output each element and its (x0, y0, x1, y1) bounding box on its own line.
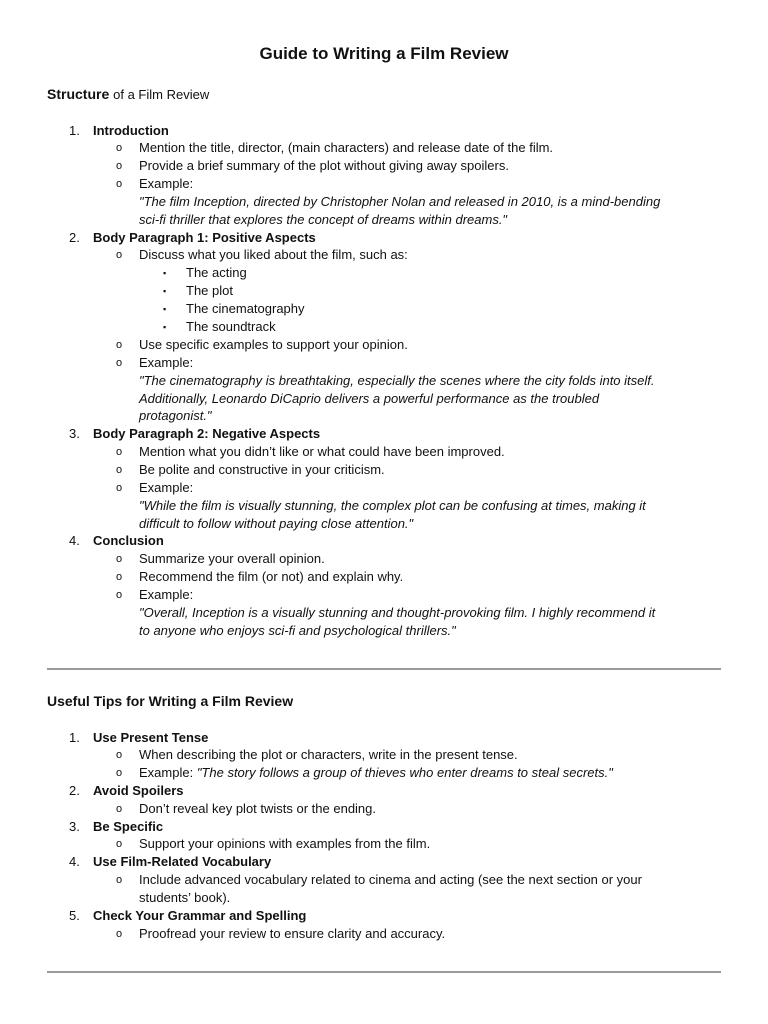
list-item: Recommend the film (or not) and explain why. (139, 569, 404, 584)
list-item: Be polite and constructive in your criticism. (139, 462, 385, 477)
example-text: "The film Inception, directed by Christopher Nolan and released in 2010, is a mind-bending (139, 194, 661, 209)
list-item: Example: (139, 176, 194, 191)
list-item: Don’t reveal key plot twists or the ending. (139, 801, 377, 816)
circle-bullet-icon: o (116, 357, 123, 369)
list-item: Example: (139, 480, 194, 495)
circle-bullet-icon: o (116, 446, 123, 458)
square-bullet-icon: ▪ (163, 322, 167, 332)
tip-label: Be Specific (93, 819, 164, 834)
list-number: 3. (69, 426, 80, 441)
intro-label: Introduction (93, 123, 169, 138)
example-text: "The story follows a group of thieves who enter dreams to steal secrets." (196, 765, 613, 780)
list-item-continued: students’ book). (139, 890, 231, 905)
list-item: Example: (139, 587, 194, 602)
list-number: 1. (69, 123, 80, 138)
list-number: 4. (69, 533, 80, 548)
example-text: "Overall, Inception is a visually stunning and thought-provoking film. I highly recommend it (139, 605, 656, 620)
tip-label: Avoid Spoilers (93, 783, 184, 798)
circle-bullet-icon: o (116, 249, 123, 261)
body2-label: Body Paragraph 2: Negative Aspects (93, 426, 321, 441)
tips-heading: Useful Tips for Writing a Film Review (47, 693, 294, 709)
list-item: Support your opinions with examples from the film. (139, 836, 431, 851)
circle-bullet-icon: o (116, 464, 123, 476)
example-text: Additionally, Leonardo DiCaprio delivers a powerful performance as the troubled (139, 391, 600, 406)
tip-label: Check Your Grammar and Spelling (93, 908, 307, 923)
circle-bullet-icon: o (116, 178, 123, 190)
list-item: Summarize your overall opinion. (139, 551, 325, 566)
list-item: Use specific examples to support your opinion. (139, 337, 408, 352)
example-text: "While the film is visually stunning, the complex plot can be confusing at times, making it (139, 498, 646, 513)
example-text: protagonist." (139, 408, 212, 423)
list-item: Mention the title, director, (main characters) and release date of the film. (139, 140, 554, 155)
list-number: 2. (69, 230, 80, 245)
circle-bullet-icon: o (116, 749, 123, 761)
sub-list-item: The soundtrack (186, 319, 276, 334)
circle-bullet-icon: o (116, 874, 123, 886)
page-title: Guide to Writing a Film Review (259, 44, 509, 63)
example-text: "The cinematography is breathtaking, especially the scenes where the city folds into itself. (139, 373, 655, 388)
example-text: to anyone who enjoys sci-fi and psychological thrillers." (139, 623, 456, 638)
list-item: Mention what you didn’t like or what could have been improved. (139, 444, 505, 459)
section-divider (47, 668, 721, 670)
square-bullet-icon: ▪ (163, 304, 167, 314)
circle-bullet-icon: o (116, 838, 123, 850)
sub-list-item: The plot (186, 283, 233, 298)
circle-bullet-icon: o (116, 553, 123, 565)
list-number: 3. (69, 819, 80, 834)
list-number: 1. (69, 730, 80, 745)
circle-bullet-icon: o (116, 142, 123, 154)
list-item: Include advanced vocabulary related to cinema and acting (see the next section or your (139, 872, 642, 887)
conclusion-label: Conclusion (93, 533, 164, 548)
circle-bullet-icon: o (116, 803, 123, 815)
structure-heading-bold: Structure (47, 86, 110, 102)
circle-bullet-icon: o (116, 928, 123, 940)
list-number: 4. (69, 854, 80, 869)
list-item: Example: (139, 355, 194, 370)
circle-bullet-icon: o (116, 589, 123, 601)
structure-heading-rest: of a Film Review (113, 87, 210, 102)
circle-bullet-icon: o (116, 482, 123, 494)
sub-list-item: The cinematography (186, 301, 305, 316)
square-bullet-icon: ▪ (163, 286, 167, 296)
tip-label: Use Film-Related Vocabulary (93, 854, 272, 869)
list-item: Provide a brief summary of the plot without giving away spoilers. (139, 158, 509, 173)
structure-heading (47, 86, 209, 102)
example-text: sci-fi thriller that explores the concept of dreams within dreams." (139, 212, 508, 227)
example-prefix: Example: (139, 765, 197, 780)
circle-bullet-icon: o (116, 160, 123, 172)
sub-list-item: The acting (186, 265, 247, 280)
list-item (139, 764, 613, 782)
list-number: 2. (69, 783, 80, 798)
list-item: Proofread your review to ensure clarity and accuracy. (139, 926, 446, 941)
circle-bullet-icon: o (116, 767, 123, 779)
square-bullet-icon: ▪ (163, 268, 167, 278)
section-divider (47, 971, 721, 973)
circle-bullet-icon: o (116, 571, 123, 583)
circle-bullet-icon: o (116, 339, 123, 351)
list-item: Discuss what you liked about the film, such as: (139, 247, 408, 262)
list-item: When describing the plot or characters, write in the present tense. (139, 747, 518, 762)
body1-label: Body Paragraph 1: Positive Aspects (93, 230, 316, 245)
tip-label: Use Present Tense (93, 730, 209, 745)
example-text: difficult to follow without paying close attention." (139, 516, 414, 531)
list-number: 5. (69, 908, 80, 923)
